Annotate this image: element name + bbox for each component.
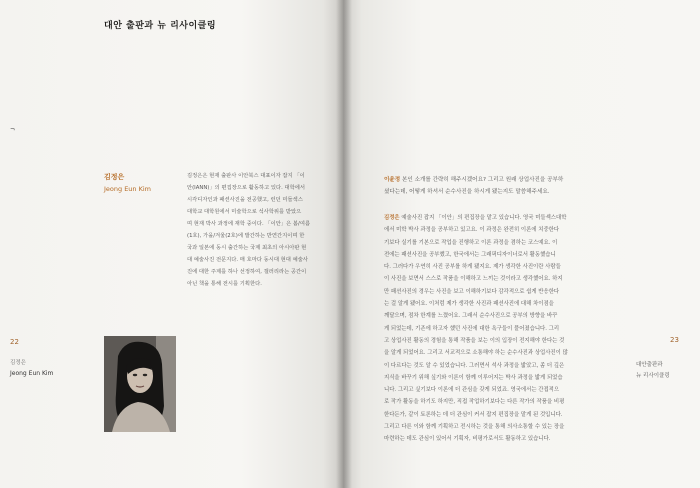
running-footer-ko: 김정은 (10, 360, 26, 366)
author-portrait-photo (104, 336, 176, 432)
bio-line: 안(IANN)」의 편집장으로 활동하고 있다. 대학에서 (187, 185, 305, 191)
answer-line: 그리고 다른 이와 함께 기획하고 전시하는 것을 통해 의사소통할 수 있는 장을 (384, 424, 565, 431)
section-title: 대안 출판과 뉴 리사이클링 (104, 21, 217, 31)
bio-line: 시각디자인과 패션사진을 전공했고, 런던 미들섹스 (187, 197, 303, 203)
portrait-illustration (104, 336, 176, 432)
answer-line: 에서 미학 박사 과정을 공부하고 있고요. 이 과정은 완전히 이론에 치중한다 (384, 227, 560, 234)
running-footer-title: 대안출판과 (636, 362, 663, 368)
answer-line: 이 다르다는 것도 알 수 있었습니다. 그러면서 석사 과정을 밟았고, 좀 더 깊은 (384, 362, 565, 369)
question-line: 셨다는데, 어떻게 하셔서 순수사진을 하시게 됐는지도 말씀해주세요. (384, 189, 550, 195)
question-speaker: 이윤정 (384, 177, 401, 183)
bio-line: 대 예술사진 전문지다. 매 호마다 동시대 현대 예술사 (187, 257, 308, 263)
answer-line: 게 되었는데, 기존에 하고자 했던 사진에 대한 욕구들이 풀어졌습니다. 그리 (384, 325, 560, 332)
book-gutter (336, 0, 352, 488)
author-name-en: Jeong Eun Kim (104, 185, 152, 193)
answer-line: 기보다 실기를 기본으로 작업을 진행하고 이론 과정을 겸하는 코스예요. 이 (384, 239, 558, 246)
answer-line: 다. 그러다가 우연히 사진 공부를 하게 됐지요. 제가 생각한 사진이란 사람들 (384, 264, 561, 271)
page-number-left: 22 (10, 338, 19, 346)
page-number-right: 23 (670, 336, 679, 344)
answer-line: 이 사진을 보면서 스스로 작품을 이해하고 느끼는 것이라고 생각했어요. 하지 (384, 276, 563, 283)
left-page (0, 0, 344, 488)
hook-mark-icon: ¬ (10, 126, 16, 133)
answer-line: 니다. 그리고 싶기보다 이론에 더 관심을 갖게 되었죠. 영국에서는 간접적으 (384, 387, 560, 394)
answer-line: 마련하는 데도 관심이 있어서 기획자, 비평가로서도 활동하고 있습니다. (384, 436, 551, 443)
running-footer-subtitle: 뉴 리사이클링 (636, 373, 670, 379)
bio-line: (1호), 가을/겨울(2호)에 발간하는 반연간지이며 한 (187, 233, 305, 239)
question-line: 이윤정 본인 소개를 간략히 해주시겠어요? 그리고 원래 상업사진을 공부하 (384, 177, 564, 183)
bio-line: 국과 일본에 동시 출간하는 국제 최초의 아시아판 현 (187, 245, 307, 251)
interview-question (384, 174, 584, 198)
answer-line: 김정은 예술사진 잡지 「이안」의 편집장을 맡고 있습니다. 영국 미들섹스대학 (384, 215, 567, 221)
answer-speaker: 김정은 (384, 215, 400, 221)
interview-answer (384, 212, 592, 446)
bio-line: 진에 대한 주제를 하나 선정하여, 갤러리라는 공간이 (187, 269, 307, 275)
answer-line: 고 상업사진 활동의 경험을 통해 작품을 보는 이의 입장이 전지해야 한다는 것 (384, 337, 565, 344)
answer-line: 로 작가 활동을 하기도 하지만, 직접 작업하기보다는 다른 작가의 작품을 비평 (384, 399, 565, 406)
author-bio (187, 170, 319, 290)
bio-line: 대학교 대학원에서 미술학으로 석사학위를 받았으 (187, 209, 302, 215)
answer-line: 는 걸 알게 됐어요. 이처럼 제가 생각한 사진과 패션사진에 대해 차이점을 (384, 301, 554, 308)
author-name-ko: 김정은 (104, 173, 125, 181)
answer-line: 전에는 패션사진을 공부했고, 한국에서는 그래픽디자이너로서 활동했습니 (384, 251, 556, 258)
answer-line: 을 알게 되었어요. 그리고 서교적으로 소통해야 하는 순수사진과 상업사진이 많 (384, 350, 568, 357)
bio-line: 며 현재 박사 과정에 재학 중이다. 「이안」은 봄/여름 (187, 221, 311, 227)
answer-line: 지식을 바꾸기 위해 싶기와 이론이 함께 이루어지는 박사 과정을 밟게 되었습 (384, 374, 563, 381)
answer-line: 만 패션사진의 경우는 사진을 보고 이해하기보다 감각적으로 쉽게 반응한다 (384, 288, 560, 295)
answer-line: 한다든가, 같이 토론하는 데 더 관심이 커서 잡지 편집장을 맡게 된 것입니다. (384, 411, 563, 418)
bio-line: 아닌 책을 통해 전시를 기획한다. (187, 281, 262, 287)
answer-line: 깨달으며, 점차 한계를 느꼈어요. 그래서 순수사진으로 공부의 방향을 바꾸 (384, 313, 558, 320)
bio-line: 김정은은 현재 출판사 이안북스 대표이자 잡지 「이 (187, 173, 305, 179)
running-footer-en: Jeong Eun Kim (10, 370, 54, 377)
